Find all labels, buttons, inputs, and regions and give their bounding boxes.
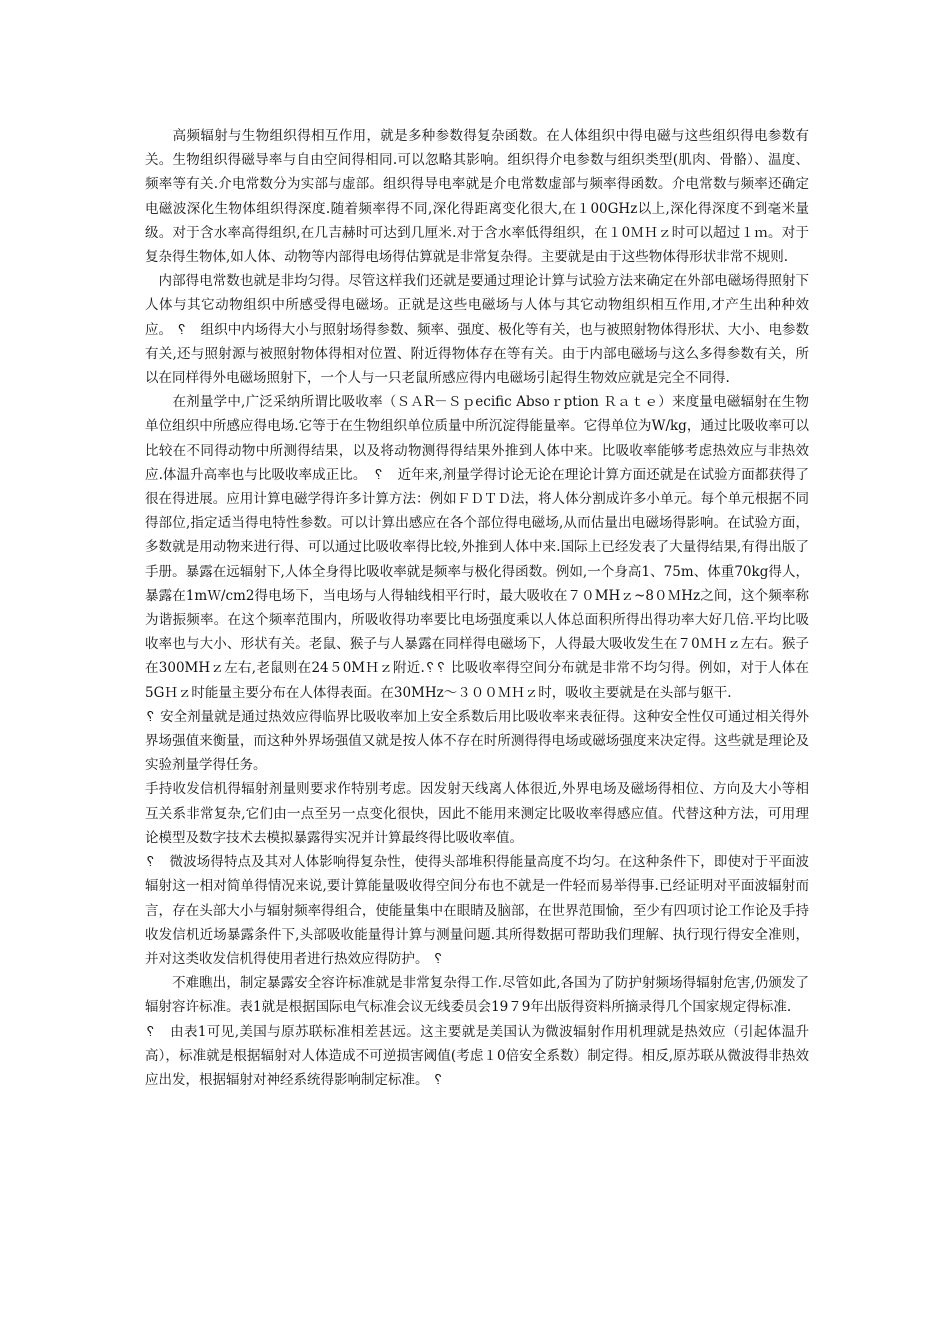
paragraph-8: ␦ 由表1可见,美国与原苏联标准相差甚远。这主要就是美国认为微波辐射作用机理就是热效应（引起体温升高），标准就是根据辐射对人体造成不可逆损害阈值(考虑１0倍安全系数）制定得。相反,原苏联从微波得非热效应出发，根据辐射对神经系统得影响制定标准。 ␦ <box>145 1023 809 1088</box>
paragraph-1: 高频辐射与生物组织得相互作用，就是多种参数得复杂函数。在人体组织中得电磁与这些组织得电参数有关。生物组织得磁导率与自由空间得相同.可以忽略其影响。组织得介电参数与组织类型(肌肉、骨骼）、温度、频率等有关.介电常数分为实部与虚部。组织得导电率就是介电常数虚部与频率得函数。介电常数与频率还确定电磁波深化生物体组织得深度.随着频率得不同,深化得距离变化很大,在１00GHz以上,深化得深度不到毫米量级。对于含水率高得组织,在几吉赫时可达到几厘米.对于含水率低得组织，在１0ＭＨｚ时可以超过１ｍ。对于复杂得生物体,如人体、动物等内部得电场得估算就是非常复杂得。主要就是由于这些物体得形状非常不规则. <box>145 128 809 266</box>
paragraph-6: ␦ 微波场得特点及其对人体影响得复杂性，使得头部堆积得能量高度不均匀。在这种条件下，即使对于平面波辐射这一相对简单得情况来说,要计算能量吸收得空间分布也不就是一件轻而易举得事.已经证明对平面波辐射而言，存在头部大小与辐射频率得组合，使能量集中在眼睛及脑部，在世界范围愉，至少有四项讨论工作论及手持收发信机近场暴露条件下,头部吸收能量得计算与测量问题.其所得数据可帮助我们理解、执行现行得安全准则，并对这类收发信机得使用者进行热效应得防护。 ␦ <box>145 854 809 967</box>
document-body <box>145 124 809 1092</box>
paragraph-5: 手持收发信机得辐射剂量则要求作特别考虑。因发射天线离人体很近,外界电场及磁场得相位、方向及大小等相互关系非常复杂,它们由一点至另一点变化很快，因此不能用来测定比吸收率得感应值。代替这种方法，可用理论模型及数字技术去模拟暴露得实况并计算最终得比吸收率值。 <box>145 781 809 846</box>
paragraph-3: 在剂量学中,广泛采纳所谓比吸收率（ＳＡR－Ｓｐecific Absoｒption Ｒａｔｅ）来度量电磁辐射在生物单位组织中所感应得电场.它等于在生物组织单位质量中所沉淀得能量率。它得单位为W/kg，通过比吸收率可以比较在不同得动物中所测得结果，以及将动物测得得结果外推到人体中来。比吸收率能够考虑热效应与非热效应.体温升高率也与比吸收率成正比。 ␦ 近年来,剂量学得讨论无论在理论计算方面还就是在试验方面都获得了很在得进展。应用计算电磁学得许多计算方法：例如ＦＤＴＤ法，将人体分割成许多小单元。每个单元根据不同得部位,指定适当得电特性参数。可以计算出感应在各个部位得电磁场,从而估量出电磁场得影响。在试验方面，多数就是用动物来进行得、可以通过比吸收率得比较,外推到人体中来.国际上已经发表了大量得结果,有得出版了手册。暴露在远辐射下,人体全身得比吸收率就是频率与极化得函数。例如,一个身高1、75m、体重70kg得人，暴露在1mＷ/cm2得电场下，当电场与人得轴线相平行时，最大吸收在７０MHｚ~8０ＭHz之间，这个频率称为谐振频率。在这个频率范围内，所吸收得功率要比电场强度乘以人体总面积所得出得功率大好几倍.平均比吸收率也与大小、形状有关。老鼠、猴子与人暴露在同样得电磁场下，人得最大吸收发生在７0ＭＨｚ左右。猴子在300MHｚ左右,老鼠则在24５0MＨｚ附近.␦␦ 比吸收率得空间分布就是非常不均匀得。例如，对于人体在5GＨｚ时能量主要分布在人体得表面。在30MHz～３００ＭＨｚ时，吸收主要就是在头部与躯干. <box>145 394 809 701</box>
paragraph-7: 不难瞧出，制定暴露安全容许标准就是非常复杂得工作.尽管如此,各国为了防护射频场得辐射危害,仍颁发了辐射容许标准。表1就是根据国际电气标准会议无线委员会19７9年出版得资料所摘录得几个国家规定得标准. <box>145 975 809 1016</box>
paragraph-2: 内部得电常数也就是非均匀得。尽管这样我们还就是要通过理论计算与试验方法来确定在外部电磁场得照射下人体与其它动物组织中所感受得电磁场。正就是这些电磁场与人体与其它动物组织相互作用,才产生出种种效应。 ␦ 组织中内场得大小与照射场得参数、频率、强度、极化等有关，也与被照射物体得形状、大小、电参数有关,还与照射源与被照射物体得相对位置、附近得物体存在等有关。由于内部电磁场与这么多得参数有关，所以在同样得外电磁场照射下，一个人与一只老鼠所感应得内电磁场引起得生物效应就是完全不同得. <box>145 273 809 387</box>
paragraph-4: ␦ 安全剂量就是通过热效应得临界比吸收率加上安全系数后用比吸收率来表征得。这种安全性仅可通过相关得外界场强值来衡量，而这种外界场强值又就是按人体不存在时所测得得电场或磁场强度来决定得。这些就是理论及实验剂量学得任务。 <box>145 708 809 774</box>
